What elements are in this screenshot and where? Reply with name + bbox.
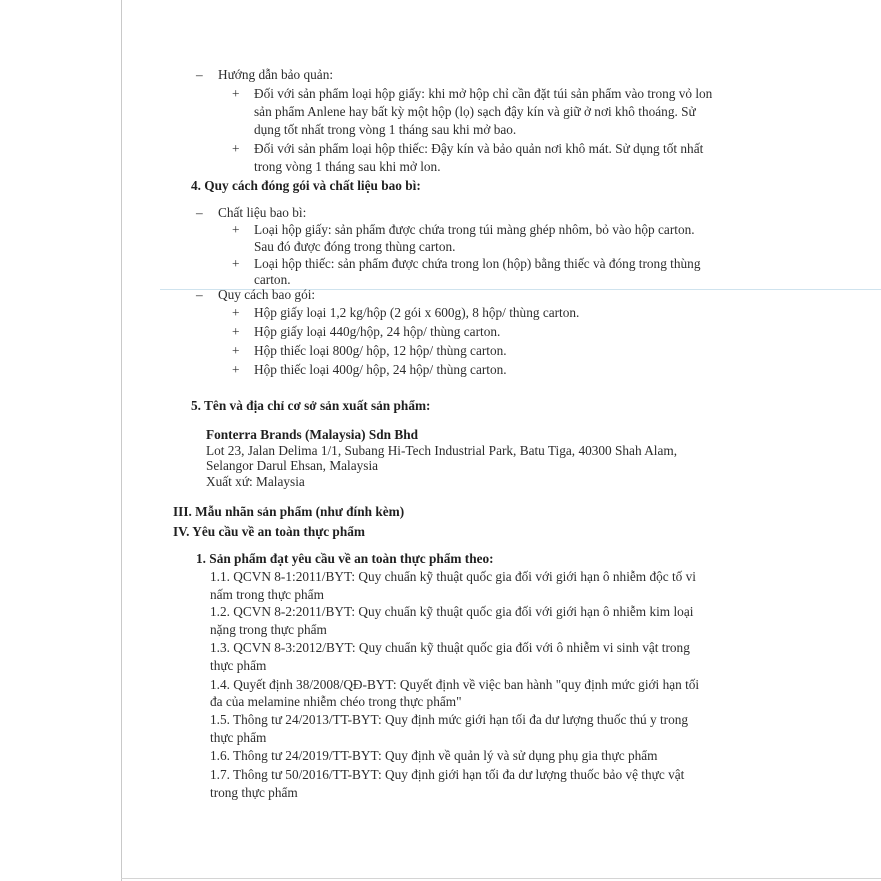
- storage-item: + Đối với sản phẩm loại hộp thiếc: Đậy kín và bảo quản nơi khô mát. Sử dụng tốt nhất: [232, 141, 704, 156]
- material-item: + Loại hộp thiếc: sản phẩm được chứa trong lon (hộp) bằng thiếc và đóng trong thùng: [232, 256, 701, 271]
- page-left-edge: [121, 0, 122, 881]
- spec-item: + Hộp thiếc loại 800g/ hộp, 12 hộp/ thùng carton.: [232, 343, 507, 358]
- safety-line: 1.1. QCVN 8-1:2011/BYT: Quy chuẩn kỹ thuật quốc gia đối với giới hạn ô nhiễm độc tố vi: [210, 569, 696, 584]
- safety-line: thực phẩm: [210, 658, 267, 673]
- storage-title: – Hướng dẫn bảo quản:: [196, 67, 334, 82]
- safety-heading: 1. Sản phẩm đạt yêu cầu về an toàn thực phẩm theo:: [196, 551, 494, 566]
- safety-line: 1.3. QCVN 8-3:2012/BYT: Quy chuẩn kỹ thuật quốc gia đối với ô nhiễm vi sinh vật trong: [210, 640, 690, 655]
- spec-title: – Quy cách bao gói:: [196, 287, 316, 302]
- storage-item: + Đối với sản phẩm loại hộp giấy: khi mở hộp chỉ cần đặt túi sản phẩm vào trong vỏ lon: [232, 86, 713, 101]
- safety-line: 1.7. Thông tư 50/2016/TT-BYT: Quy định giới hạn tối đa dư lượng thuốc bảo vệ thực vật: [210, 767, 685, 782]
- safety-line: nấm trong thực phẩm: [210, 587, 324, 602]
- safety-line: thực phẩm: [210, 730, 267, 745]
- material-line: Sau đó được đóng trong thùng carton.: [254, 239, 456, 254]
- margin-handwriting-mark: [738, 338, 756, 414]
- safety-line: trong thực phẩm: [210, 785, 298, 800]
- storage-line: sản phẩm Anlene hay bất kỳ một hộp (lọ) sạch đậy kín và giữ ở nơi khô thoáng. Sử: [254, 104, 696, 119]
- spec-item: + Hộp giấy loại 1,2 kg/hộp (2 gói x 600g), 8 hộp/ thùng carton.: [232, 305, 580, 320]
- manufacturer-address: Selangor Darul Ehsan, Malaysia: [206, 458, 379, 473]
- manufacturer-origin: Xuất xứ: Malaysia: [206, 474, 305, 489]
- manufacturer-address: Lot 23, Jalan Delima 1/1, Subang Hi-Tech Industrial Park, Batu Tiga, 40300 Shah Alam,: [206, 443, 678, 458]
- manufacturer-name: Fonterra Brands (Malaysia) Sdn Bhd: [206, 427, 419, 442]
- safety-line: 1.2. QCVN 8-2:2011/BYT: Quy chuẩn kỹ thuật quốc gia đối với giới hạn ô nhiễm kim loại: [210, 604, 694, 619]
- material-item: + Loại hộp giấy: sản phẩm được chứa trong túi màng ghép nhôm, bỏ vào hộp carton.: [232, 222, 695, 237]
- spec-item: + Hộp giấy loại 440g/hộp, 24 hộp/ thùng carton.: [232, 324, 501, 339]
- safety-line: 1.5. Thông tư 24/2013/TT-BYT: Quy định mức giới hạn tối đa dư lượng thuốc thú y trong: [210, 712, 689, 727]
- spec-item: + Hộp thiếc loại 400g/ hộp, 24 hộp/ thùng carton.: [232, 362, 507, 377]
- packaging-heading: 4. Quy cách đóng gói và chất liệu bao bì:: [191, 178, 421, 193]
- section-3-heading: III. Mẫu nhãn sản phẩm (như đính kèm): [173, 504, 405, 519]
- material-title: – Chất liệu bao bì:: [196, 205, 307, 220]
- safety-line: nặng trong thực phẩm: [210, 622, 327, 637]
- page-bottom-edge: [121, 878, 881, 879]
- storage-line: dụng tốt nhất trong vòng 1 tháng sau khi mở bao.: [254, 122, 517, 137]
- safety-line: 1.4. Quyết định 38/2008/QĐ-BYT: Quyết định về việc ban hành "quy định mức giới hạn tối: [210, 677, 700, 692]
- section-4-heading: IV. Yêu cầu về an toàn thực phẩm: [173, 524, 365, 539]
- manufacturer-heading: 5. Tên và địa chỉ cơ sở sản xuất sản phẩm:: [191, 398, 431, 413]
- safety-line: 1.6. Thông tư 24/2019/TT-BYT: Quy định về quản lý và sử dụng phụ gia thực phẩm: [210, 748, 658, 763]
- safety-line: đa của melamine nhiễm chéo trong thực phẩm": [210, 694, 462, 709]
- storage-line: trong vòng 1 tháng sau khi mở lon.: [254, 159, 441, 174]
- material-line: carton.: [254, 272, 291, 287]
